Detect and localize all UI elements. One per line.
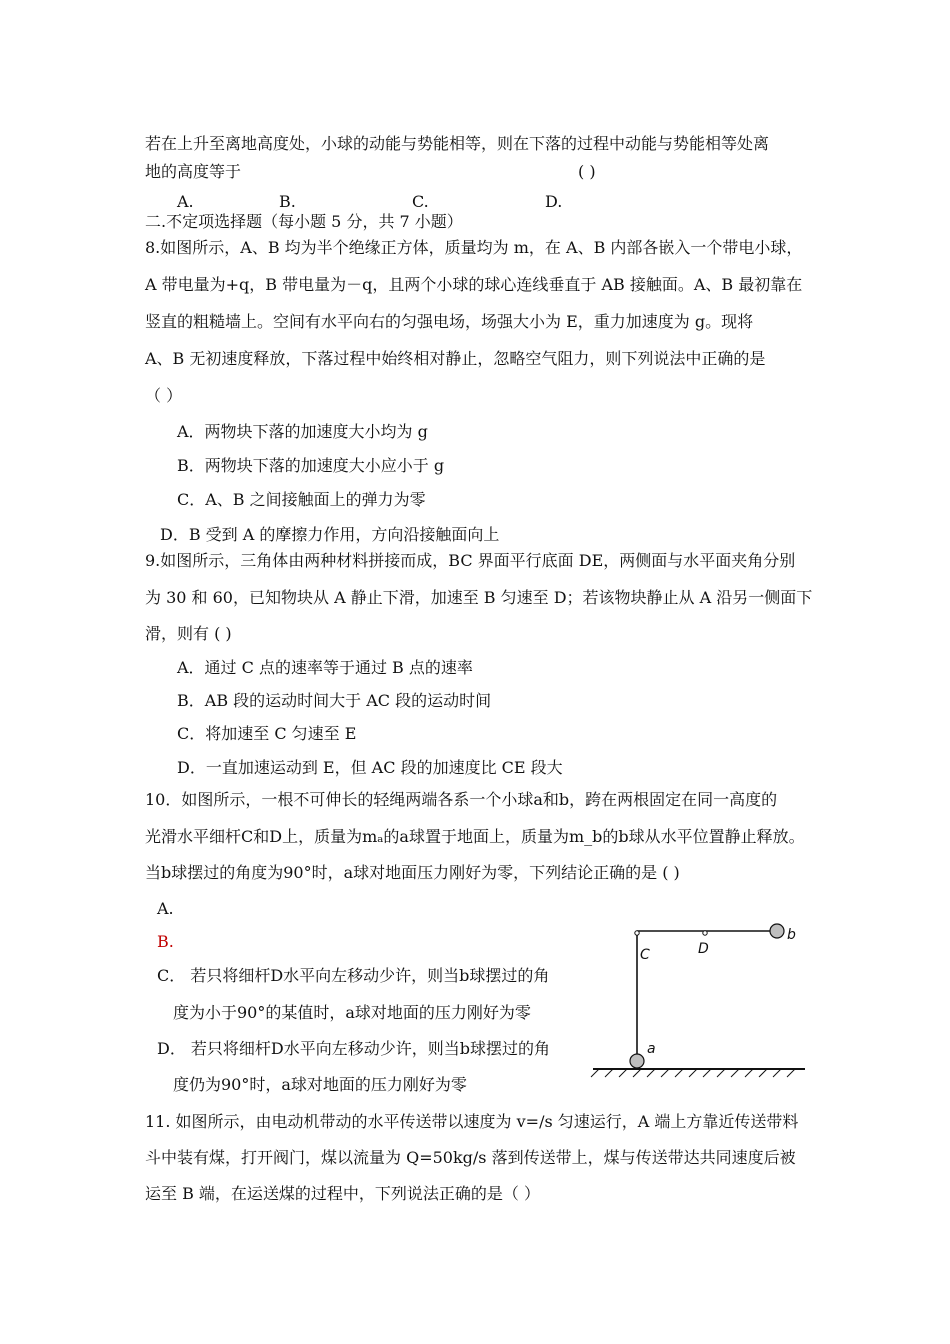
- q10-line-2: 光滑水平细杆C和D上，质量为mₐ的a球置于地面上，质量为m_b的b球从水平位置静止释放。: [145, 827, 805, 846]
- q8-line-2: A 带电量为+q，B 带电量为－q，且两个小球的球心连线垂直于 AB 接触面。A、B 最初靠在: [145, 275, 803, 294]
- q7-line-1: 若在上升至离地高度处，小球的动能与势能相等，则在下落的过程中动能与势能相等处离: [145, 134, 770, 153]
- label-c: C: [640, 947, 650, 963]
- pendulum-diagram: [585, 915, 815, 1085]
- q10-option-d-line-1: D． 若只将细杆D水平向左移动少许，则当b球摆过的角: [157, 1039, 550, 1058]
- q9-option-d: D．一直加速运动到 E，但 AC 段的加速度比 CE 段大: [177, 758, 563, 777]
- q10-option-c-line-2: 度为小于90°的某值时，a球对地面的压力刚好为零: [173, 1003, 531, 1022]
- q11-line-3: 运至 B 端，在运送煤的过程中，下列说法正确的是（ ）: [145, 1184, 541, 1203]
- q7-option-b: B.: [279, 192, 296, 211]
- label-b: b: [787, 927, 796, 943]
- q9-line-3: 滑，则有 ( ): [145, 624, 232, 643]
- q7-option-d: D.: [545, 192, 563, 211]
- q9-line-2: 为 30 和 60，已知物块从 A 静止下滑，加速至 B 匀速至 D；若该物块静止从 A 沿另一侧面下: [145, 588, 813, 607]
- q9-line-1: 9.如图所示，三角体由两种材料拼接而成，BC 界面平行底面 DE，两侧面与水平面夹角分别: [145, 551, 796, 570]
- q11-line-1: 11. 如图所示，由电动机带动的水平传送带以速度为 v=/s 匀速运行，A 端上方靠近传送带料: [145, 1112, 799, 1131]
- ball-a: [630, 1054, 644, 1068]
- q8-option-d: D．B 受到 A 的摩擦力作用，方向沿接触面向上: [160, 525, 500, 544]
- q8-line-1: 8.如图所示，A、B 均为半个绝缘正方体，质量均为 m，在 A、B 内部各嵌入一个带电小球，: [145, 238, 803, 257]
- q9-option-c: C．将加速至 C 匀速至 E: [177, 724, 357, 743]
- q11-line-2: 斗中装有煤，打开阀门，煤以流量为 Q=50kg/s 落到传送带上，煤与传送带达共同速度后被: [145, 1148, 796, 1167]
- label-d: D: [698, 941, 709, 957]
- q7-answer-paren: ( ): [578, 162, 596, 181]
- rod-d: [703, 931, 707, 935]
- ground-hatching: [591, 1069, 795, 1077]
- q10-option-a: A.: [157, 899, 174, 918]
- q8-line-5: （ ）: [145, 386, 183, 405]
- q7-option-c: C.: [412, 192, 429, 211]
- q7-line-2: 地的高度等于: [145, 162, 242, 181]
- rod-c: [635, 931, 639, 935]
- q8-option-c: C．A、B 之间接触面上的弹力为零: [177, 490, 426, 509]
- q9-option-b: B．AB 段的运动时间大于 AC 段的运动时间: [177, 691, 492, 710]
- q10-line-3: 当b球摆过的角度为90°时，a球对地面压力刚好为零，下列结论正确的是 ( ): [145, 863, 680, 882]
- q8-option-a: A．两物块下落的加速度大小均为 g: [177, 422, 428, 441]
- q8-option-b: B．两物块下落的加速度大小应小于 g: [177, 456, 445, 475]
- label-a: a: [647, 1041, 656, 1057]
- q7-option-a: A.: [177, 192, 194, 211]
- q9-option-a: A．通过 C 点的速率等于通过 B 点的速率: [177, 658, 473, 677]
- q8-line-4: A、B 无初速度释放，下落过程中始终相对静止，忽略空气阻力，则下列说法中正确的是: [145, 349, 766, 368]
- q10-option-c-line-1: C． 若只将细杆D水平向左移动少许，则当b球摆过的角: [157, 966, 550, 985]
- section-heading: 二.不定项选择题（每小题 5 分，共 7 小题）: [145, 212, 463, 231]
- q8-line-3: 竖直的粗糙墙上。空间有水平向右的匀强电场，场强大小为 E，重力加速度为 g。现将: [145, 312, 754, 331]
- q10-option-b: B.: [157, 932, 174, 951]
- q10-line-1: 10．如图所示，一根不可伸长的轻绳两端各系一个小球a和b，跨在两根固定在同一高度的: [145, 790, 778, 809]
- ball-b: [770, 924, 784, 938]
- q10-option-d-line-2: 度仍为90°时，a球对地面的压力刚好为零: [173, 1075, 467, 1094]
